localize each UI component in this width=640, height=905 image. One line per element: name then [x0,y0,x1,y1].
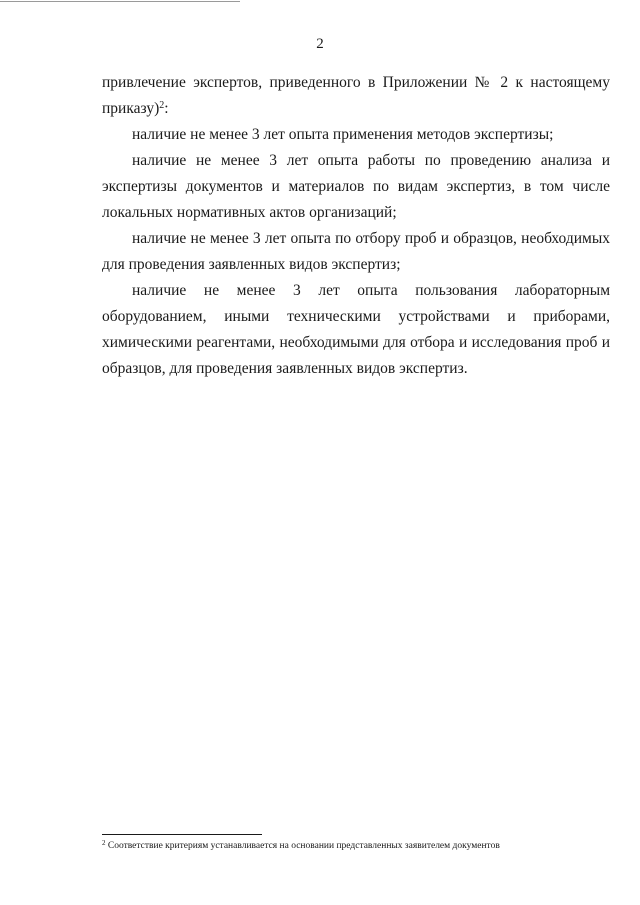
footnote-marker: 2 [102,839,106,847]
footnote-reference[interactable]: 2 [159,100,165,111]
paragraph-methods: наличие не менее 3 лет опыта применения методов экспертизы; [132,126,554,143]
paragraph-intro-text: привлечение экспертов, приведенного в Приложении № 2 к настоящему приказу) [102,74,610,117]
paragraph-intro [102,70,610,122]
top-edge-rule [0,1,240,2]
footnote-text: Соответствие критериям устанавливается на основании представленных заявителем документов [107,841,500,851]
document-body [102,70,610,382]
page-number: 2 [316,36,324,52]
paragraph-documents: наличие не менее 3 лет опыта работы по проведению анализа и экспертизы документов и материалов по видам экспертиз, в том числе локальных нормативных актов организаций; [102,152,610,221]
paragraph-equipment: наличие не менее 3 лет опыта пользования лабораторным оборудованием, иными техническими устройствами и приборами, химическими реагентами, необходимыми для отбора и исследования проб и образцов, для проведения заявленных видов экспертиз. [102,282,610,377]
paragraph-intro-suffix: : [164,100,169,117]
footnote-separator [102,834,262,835]
footnote [102,840,622,853]
paragraph-sampling: наличие не менее 3 лет опыта по отбору проб и образцов, необходимых для проведения заявленных видов экспертиз; [102,230,610,273]
